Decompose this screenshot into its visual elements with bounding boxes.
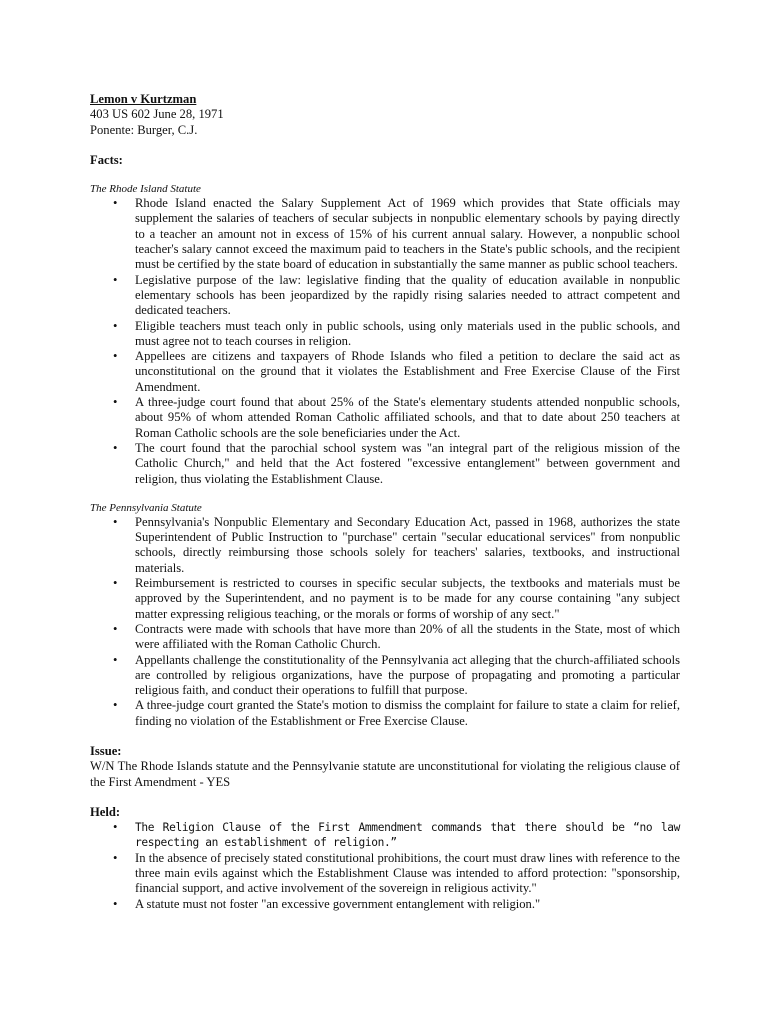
list-item: • A statute must not foster "an excessive government entanglement with religion." (113, 896, 541, 911)
issue-text: W/N The Rhode Islands statute and the Pennsylvanie statute are unconstitutional for violating the religious clause of the First Amendment - YES (90, 759, 680, 789)
case-ponente: Ponente: Burger, C.J. (90, 122, 198, 137)
list-item: • Reimbursement is restricted to courses in specific secular subjects, the textbooks and materials must be approved by the Superintendent, and no payment is to be made for any course containing "any subject matter expressing religious teaching, or the morals or forms of worship of any sect." (113, 576, 680, 621)
list-item: • The court found that the parochial school system was "an integral part of the religious mission of the Catholic Church," and held that the Act fostered "excessive entanglement" between government and religion, thus violating the Establishment Clause. (113, 440, 680, 486)
bullet-icon: • (113, 196, 118, 211)
pennsylvania-list (90, 515, 680, 729)
list-item: • In the absence of precisely stated constitutional prohibitions, the court must draw lines with reference to the three main evils against which the Establishment Clause was intended to afford protection: "sponsorship, financial support, and active involvement of the sovereign in religious activity." (113, 850, 680, 896)
list-item: • Pennsylvania's Nonpublic Elementary and Secondary Education Act, passed in 1968, authorizes the state Superintendent of Public Instruction to "purchase" certain "secular educational services" from nonpublic schools, directly reimbursing those schools solely for teachers' salaries, textbooks, and instructional materials. (113, 514, 680, 575)
pennsylvania-subheading: The Pennsylvania Statute (90, 501, 202, 514)
list-item: • A three-judge court found that about 25% of the State's elementary students attended nonpublic schools, about 95% of whom attended Roman Catholic affiliated schools, and that to date about 250 teachers at Roman Catholic schools are the sole beneficiaries under the Act. (113, 395, 680, 440)
bullet-icon: • (113, 576, 118, 591)
bullet-icon: • (113, 820, 118, 835)
held-heading: Held: (90, 804, 121, 819)
bullet-icon: • (113, 652, 118, 667)
bullet-icon: • (113, 395, 118, 410)
list-item: • Appellees are citizens and taxpayers of Rhode Islands who filed a petition to declare the said act as unconstitutional on the ground that it violates the Establishment and Free Exercise Clause of the First Amendment. (113, 349, 680, 394)
held-list (90, 820, 680, 912)
rhode-island-list (90, 196, 680, 487)
document-body (90, 92, 680, 912)
bullet-icon: • (113, 514, 118, 529)
list-item: • A three-judge court granted the State's motion to dismiss the complaint for failure to state a claim for relief, finding no violation of the Establishment or Free Exercise Clause. (113, 698, 680, 728)
list-item: • Appellants challenge the constitutionality of the Pennsylvania act alleging that the church-affiliated schools are controlled by religious organizations, have the purpose of propagating and promoting a particular religious faith, and conduct their operations to fulfill that purpose. (113, 652, 680, 698)
bullet-icon: • (113, 349, 118, 364)
list-item: • Rhode Island enacted the Salary Supplement Act of 1969 which provides that State officials may supplement the salaries of teachers of secular subjects in nonpublic elementary schools by paying directly to a teacher an amount not in excess of 15% of his current annual salary. However, a nonpublic school teacher's salary cannot exceed the maximum paid to teachers in the State's public schools, and the recipient must be certified by the state board of education in substantially the same manner as public school teachers. (113, 196, 680, 272)
facts-heading: Facts: (90, 152, 123, 167)
rhode-island-subheading: The Rhode Island Statute (90, 183, 201, 196)
bullet-icon: • (113, 440, 118, 455)
list-item: • Legislative purpose of the law: legislative finding that the quality of education available in nonpublic elementary schools has been jeopardized by the rapidly rising salaries needed to attract competent and dedicated teachers. (113, 272, 680, 318)
list-item: • The Religion Clause of the First Ammendment commands that there should be “no law respecting an establishment of religion.” (113, 820, 680, 850)
list-item: • Contracts were made with schools that have more than 20% of all the students in the State, most of which were affiliated with the Roman Catholic Church. (113, 621, 680, 652)
case-title: Lemon v Kurtzman (90, 92, 197, 106)
bullet-icon: • (113, 896, 118, 911)
bullet-icon: • (113, 621, 118, 636)
bullet-icon: • (113, 850, 118, 865)
case-citation: 403 US 602 June 28, 1971 (90, 107, 224, 122)
bullet-icon: • (113, 698, 118, 713)
issue-heading: Issue: (90, 743, 122, 758)
list-item: • Eligible teachers must teach only in public schools, using only materials used in the public schools, and must agree not to teach courses in religion. (113, 318, 680, 348)
bullet-icon: • (113, 318, 118, 333)
bullet-icon: • (113, 272, 118, 287)
